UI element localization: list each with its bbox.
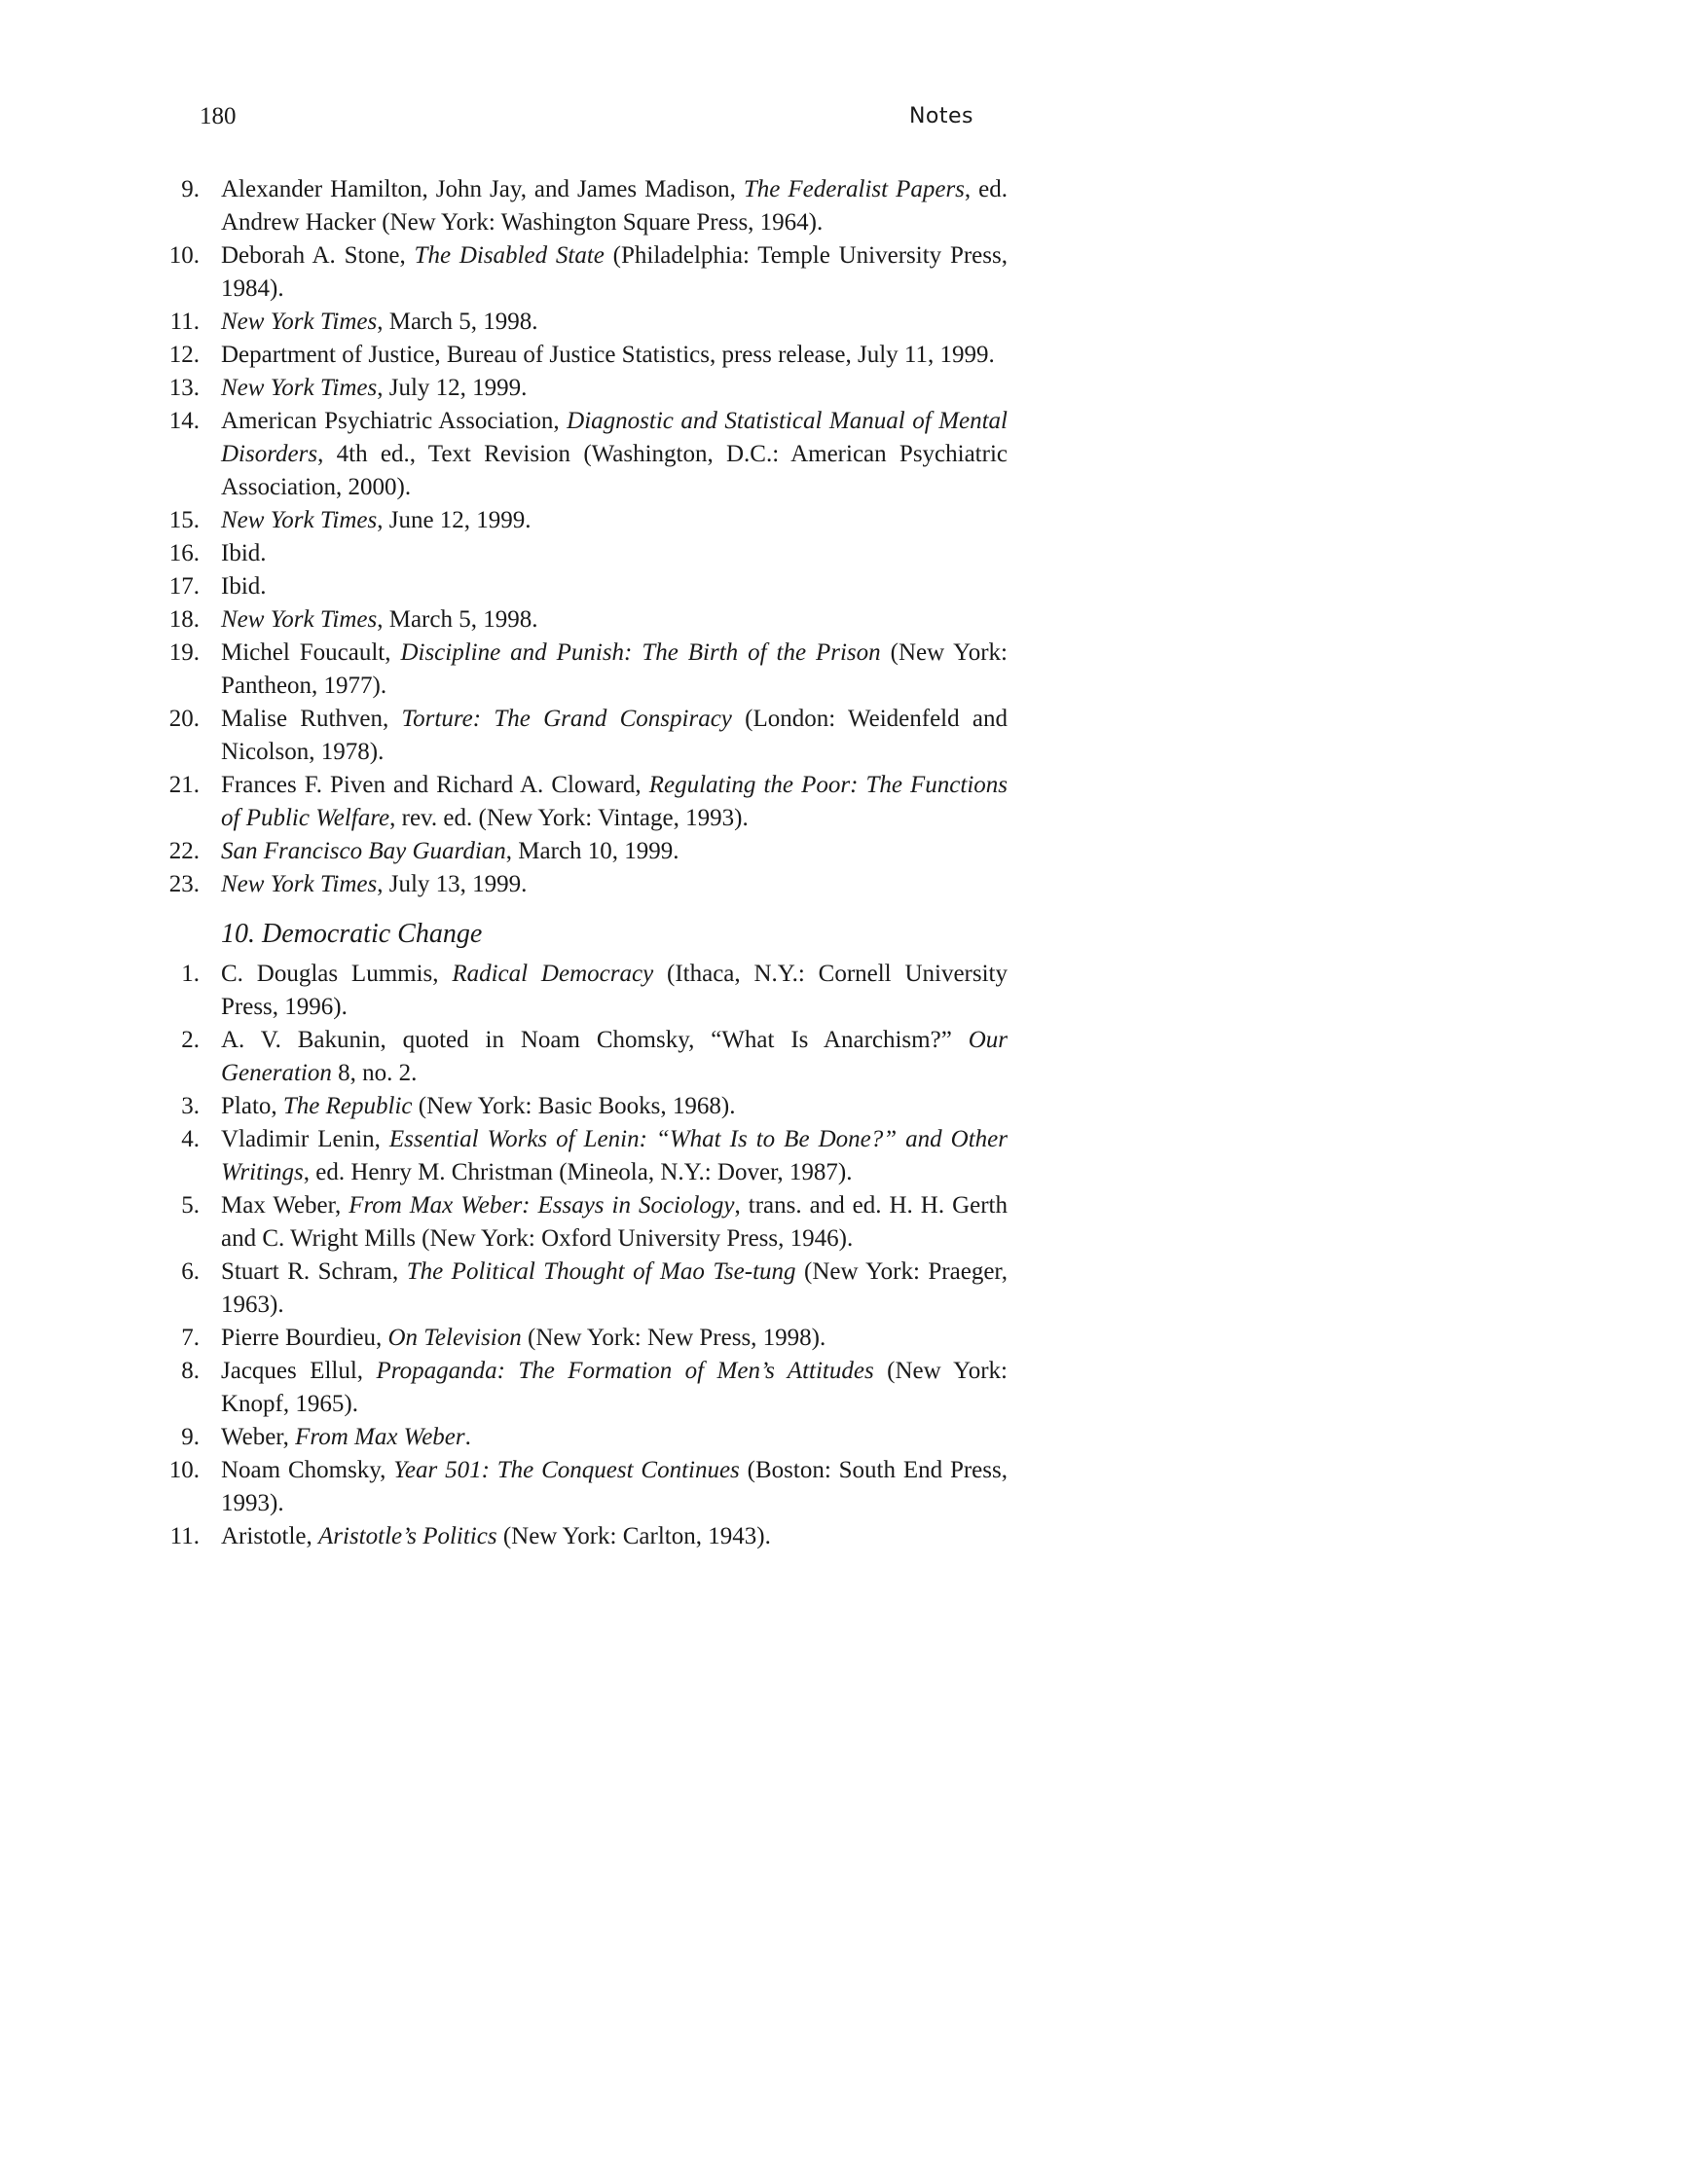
note-title-italic: The Federalist Papers [743,176,965,202]
note-item [161,868,1008,901]
note-number: 20. [168,706,200,732]
note-text-segment: , June 12, 1999. [377,507,532,533]
note-item [161,173,1008,239]
note-item [161,1189,1008,1256]
note-item [161,1123,1008,1189]
note-number: 7. [181,1325,200,1351]
note-item [161,405,1008,504]
note-text [221,176,1008,236]
note-text [221,772,1008,831]
note-text-segment: (Ithaca, N.Y.: Cornell University Press, 1996). [221,961,1009,1020]
note-item [161,504,1008,537]
note-title-italic: From Max Weber: Essays in Sociology [349,1192,735,1219]
note-text [221,540,267,566]
note-number: 16. [168,540,200,566]
note-item [161,1421,1008,1454]
note-text [221,838,679,864]
note-item [161,372,1008,405]
note-text-segment: Max Weber, [221,1192,349,1219]
note-text-segment: . [464,1424,471,1450]
note-title-italic: Diagnostic and Statistical Manual of Mental Disorders [221,408,1009,467]
note-title-italic: New York Times [221,871,378,897]
note-title-italic: Torture: The Grand Conspiracy [401,706,732,732]
note-text [221,639,1008,699]
note-number: 5. [181,1192,200,1219]
note-number: 23. [168,871,200,897]
note-text-segment: C. Douglas Lummis, [221,961,453,987]
note-number: 14. [168,408,200,434]
note-text-segment: Noam Chomsky, [221,1457,394,1483]
note-number: 19. [168,639,200,666]
note-text-segment: Stuart R. Schram, [221,1258,407,1285]
note-item [161,1256,1008,1322]
note-text [221,1424,471,1450]
note-item [161,339,1008,372]
note-text [221,1258,1008,1318]
chapter-heading: 10. Democratic Change [221,919,483,949]
note-title-italic: Essential Works of Lenin: “What Is to Be Done?” and Other Writings [221,1126,1008,1185]
note-text [221,342,995,368]
note-title-italic: Regulating the Poor: The Functions of Public Welfare [221,772,1008,831]
note-text-segment: Aristotle, [221,1523,318,1549]
note-item [161,958,1008,1024]
note-text-segment: A. V. Bakunin, quoted in Noam Chomsky, “What Is Anarchism?” [221,1027,969,1053]
note-title-italic: The Political Thought of Mao Tse-tung [406,1258,796,1285]
note-title-italic: Propaganda: The Formation of Men’s Attitudes [376,1358,874,1384]
note-text-segment: Weber, [221,1424,296,1450]
note-text-segment: Malise Ruthven, [221,706,402,732]
note-text-segment: (London: Weidenfeld and Nicolson, 1978). [221,706,1008,765]
note-number: 22. [168,838,200,864]
note-text [221,1093,735,1119]
note-text-segment: (New York: New Press, 1998). [521,1325,826,1351]
note-number: 21. [168,772,200,798]
note-item [161,239,1008,306]
note-number: 6. [181,1258,200,1285]
note-text-segment: , July 13, 1999. [377,871,528,897]
note-number: 17. [168,573,200,600]
note-text-segment: , ed. Henry M. Christman (Mineola, N.Y.: Dover, 1987). [303,1159,853,1185]
note-text-segment: (New York: Praeger, 1963). [221,1258,1008,1318]
note-item [161,1520,1008,1553]
note-number: 10. [168,1457,200,1483]
note-title-italic: New York Times [221,309,378,335]
note-text-segment: 8, no. 2. [331,1060,418,1086]
note-text-segment: , trans. and ed. H. H. Gerth and C. Wright Mills (New York: Oxford University Press, 1946). [221,1192,1008,1252]
note-number: 9. [181,1424,200,1450]
note-text-segment: Vladimir Lenin, [221,1126,389,1152]
note-text-segment: Ibid. [221,573,267,600]
section-label: Notes [908,104,973,128]
note-item [161,835,1008,868]
note-text-segment: (Boston: South End Press, 1993). [221,1457,1008,1516]
note-item [161,603,1008,637]
note-title-italic: The Disabled State [414,242,605,269]
note-number: 3. [181,1093,200,1119]
note-text-segment: (New York: Carlton, 1943). [496,1523,771,1549]
page-number: 180 [200,103,237,129]
note-title-italic: Our Generation [221,1027,1008,1086]
note-text-segment: Deborah A. Stone, [221,242,415,269]
note-text [221,1325,826,1351]
note-title-italic: San Francisco Bay Guardian [221,838,506,864]
note-item [161,306,1008,339]
note-item [161,1322,1008,1355]
notes-list-chapter-9 [161,173,1008,901]
note-item [161,537,1008,570]
note-text-segment: American Psychiatric Association, [221,408,568,434]
running-head [200,99,973,134]
note-item [161,1024,1008,1090]
note-text [221,961,1008,1020]
note-text-segment: , ed. Andrew Hacker (New York: Washington Square Press, 1964). [221,176,1008,236]
note-text-segment: , March 5, 1998. [377,309,538,335]
note-title-italic: Discipline and Punish: The Birth of the Prison [400,639,881,666]
note-title-italic: Year 501: The Conquest Continues [393,1457,740,1483]
note-title-italic: From Max Weber [295,1424,465,1450]
note-text-segment: Plato, [221,1093,283,1119]
note-text [221,573,267,600]
note-text [221,507,532,533]
note-item [161,703,1008,769]
note-text [221,1126,1008,1185]
note-text [221,1192,1008,1252]
note-text [221,375,527,401]
note-item [161,1090,1008,1123]
note-item [161,1454,1008,1520]
note-title-italic: New York Times [221,507,378,533]
note-text-segment: (New York: Knopf, 1965). [221,1358,1008,1417]
note-number: 15. [168,507,200,533]
note-text-segment: , March 10, 1999. [505,838,679,864]
note-text [221,309,537,335]
note-number: 18. [168,606,200,633]
note-text [221,1027,1008,1086]
note-text-segment: (New York: Basic Books, 1968). [412,1093,736,1119]
note-title-italic: New York Times [221,375,378,401]
note-text [221,1358,1008,1417]
note-text-segment: Department of Justice, Bureau of Justice Statistics, press release, July 11, 1999. [221,342,995,368]
note-text-segment: Ibid. [221,540,267,566]
note-text [221,242,1008,302]
note-title-italic: Radical Democracy [452,961,654,987]
note-item [161,570,1008,603]
note-number: 4. [181,1126,200,1152]
note-number: 11. [169,1523,200,1549]
note-text-segment: Pierre Bourdieu, [221,1325,388,1351]
note-text-segment: , July 12, 1999. [377,375,528,401]
note-item [161,637,1008,703]
note-text-segment: , rev. ed. (New York: Vintage, 1993). [389,805,749,831]
note-number: 12. [168,342,200,368]
note-item [161,1355,1008,1421]
note-number: 2. [181,1027,200,1053]
note-text [221,706,1008,765]
notes-list-chapter-10 [161,958,1008,1553]
note-number: 11. [169,309,200,335]
note-number: 13. [168,375,200,401]
note-title-italic: On Television [387,1325,522,1351]
note-text [221,408,1008,500]
note-item [161,769,1008,835]
note-text-segment: , March 5, 1998. [377,606,538,633]
note-text [221,1523,771,1549]
note-text-segment: Alexander Hamilton, John Jay, and James Madison, [221,176,744,202]
note-text-segment: Frances F. Piven and Richard A. Cloward, [221,772,649,798]
note-text-segment: , 4th ed., Text Revision (Washington, D.C.: American Psychiatric Association, 2000). [221,441,1008,500]
note-title-italic: Aristotle’s Politics [318,1523,497,1549]
note-title-italic: New York Times [221,606,378,633]
note-text [221,871,527,897]
note-text-segment: (Philadelphia: Temple University Press, 1984). [221,242,1008,302]
note-text-segment: Jacques Ellul, [221,1358,377,1384]
notes-body [161,173,1008,1553]
note-title-italic: The Republic [282,1093,413,1119]
note-text-segment: (New York: Pantheon, 1977). [221,639,1008,699]
note-number: 9. [181,176,200,202]
note-number: 8. [181,1358,200,1384]
note-text [221,1457,1008,1516]
note-number: 1. [181,961,200,987]
note-text [221,606,537,633]
note-text-segment: Michel Foucault, [221,639,401,666]
note-number: 10. [168,242,200,269]
